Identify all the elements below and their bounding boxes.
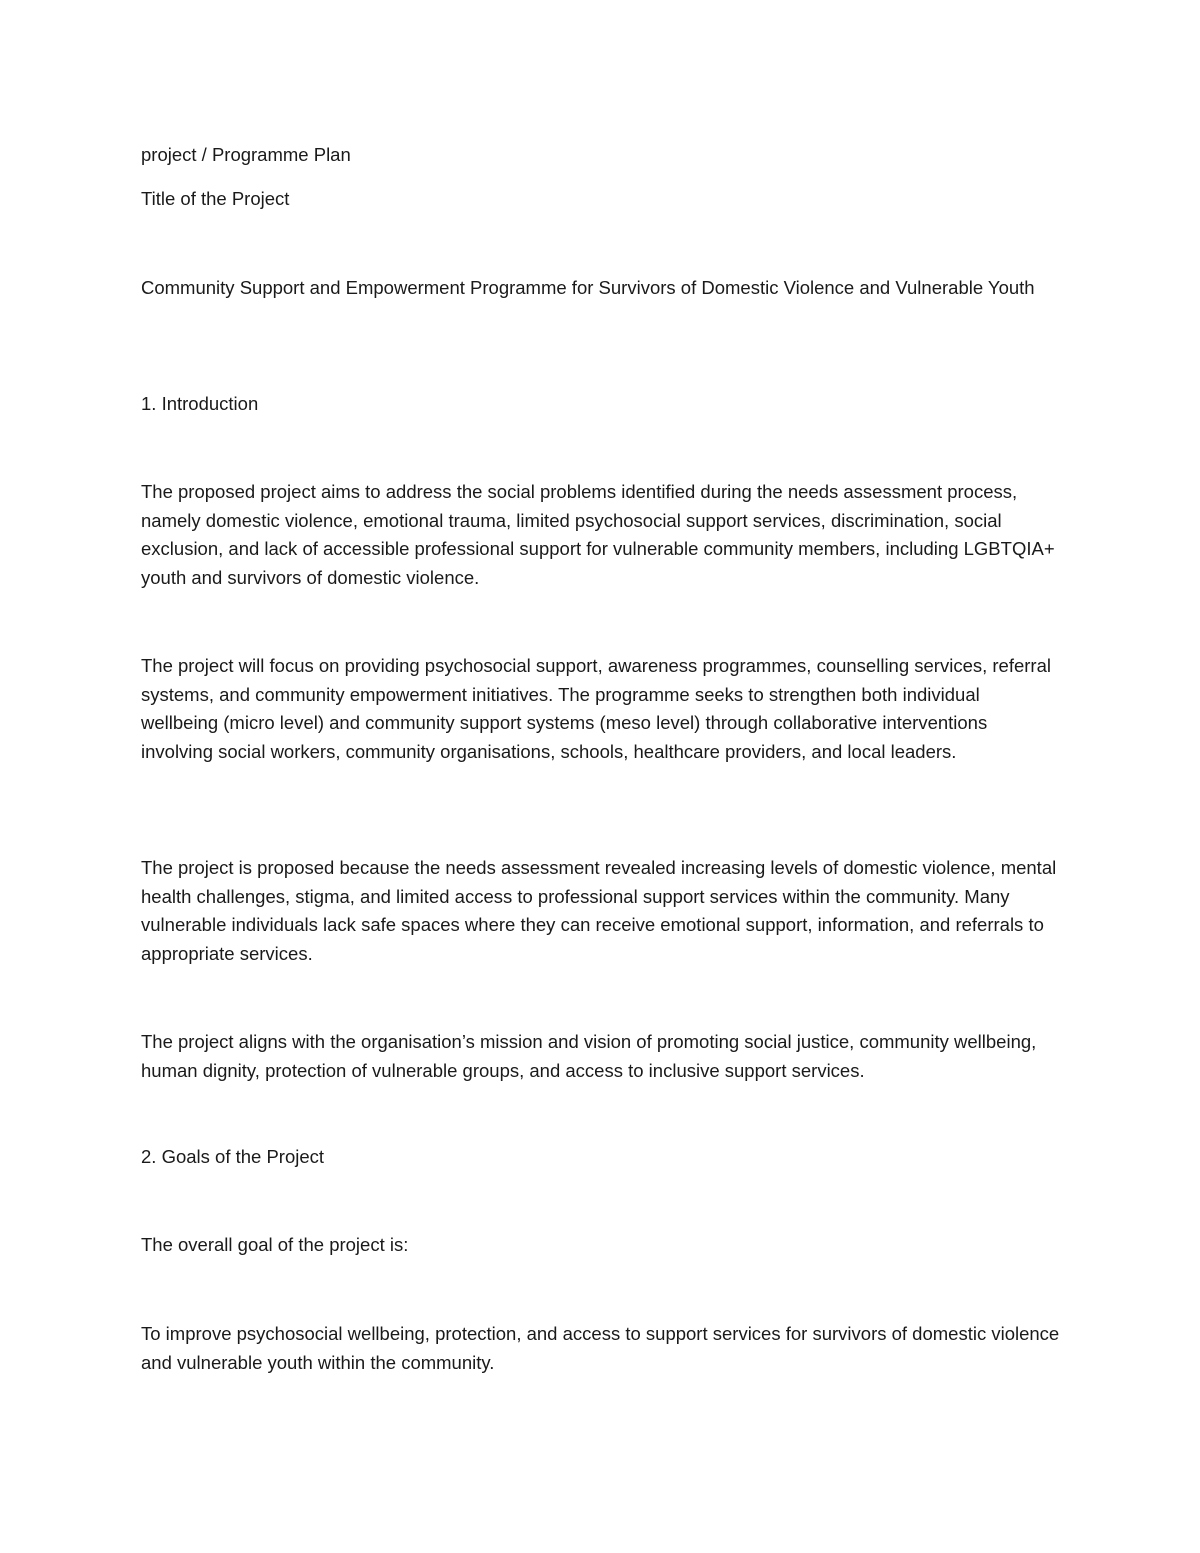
introduction-paragraph-2: The project will focus on providing psychosocial support, awareness programmes, counselling services, referral systems, and community empowerment initiatives. The programme seeks to strengthen both individual wellbeing (micro level) and community support systems (meso level) through collaborative interventions involving social workers, community organisations, schools, healthcare providers, and local leaders. (141, 655, 1051, 763)
introduction-paragraph-3: The project is proposed because the needs assessment revealed increasing levels of domestic violence, mental health challenges, stigma, and limited access to professional support services within the community. Many vulnerable individuals lack safe spaces where they can receive emotional support, information, and referrals to appropriate services. (141, 857, 1057, 965)
goals-paragraph-1: The overall goal of the project is: (141, 1234, 409, 1255)
introduction-paragraph-4: The project aligns with the organisation’s mission and vision of promoting social justice, community wellbeing, human dignity, protection of vulnerable groups, and access to inclusive support services. (141, 1031, 1037, 1081)
document-title: project / Programme Plan (141, 144, 351, 165)
project-title-value: Community Support and Empowerment Programme for Survivors of Domestic Violence and Vulnerable Youth (141, 277, 1035, 298)
section-heading-goals: 2. Goals of the Project (141, 1146, 325, 1167)
goals-paragraph-2: To improve psychosocial wellbeing, protection, and access to support services for survivors of domestic violence and vulnerable youth within the community. (141, 1323, 1060, 1373)
section-heading-introduction: 1. Introduction (141, 393, 259, 414)
introduction-paragraph-1: The proposed project aims to address the social problems identified during the needs assessment process, namely domestic violence, emotional trauma, limited psychosocial support services, discrimination, social exclusion, and lack of accessible professional support for vulnerable community members, including LGBTQIA+ youth and survivors of domestic violence. (141, 481, 1055, 589)
project-title-label: Title of the Project (141, 188, 290, 209)
